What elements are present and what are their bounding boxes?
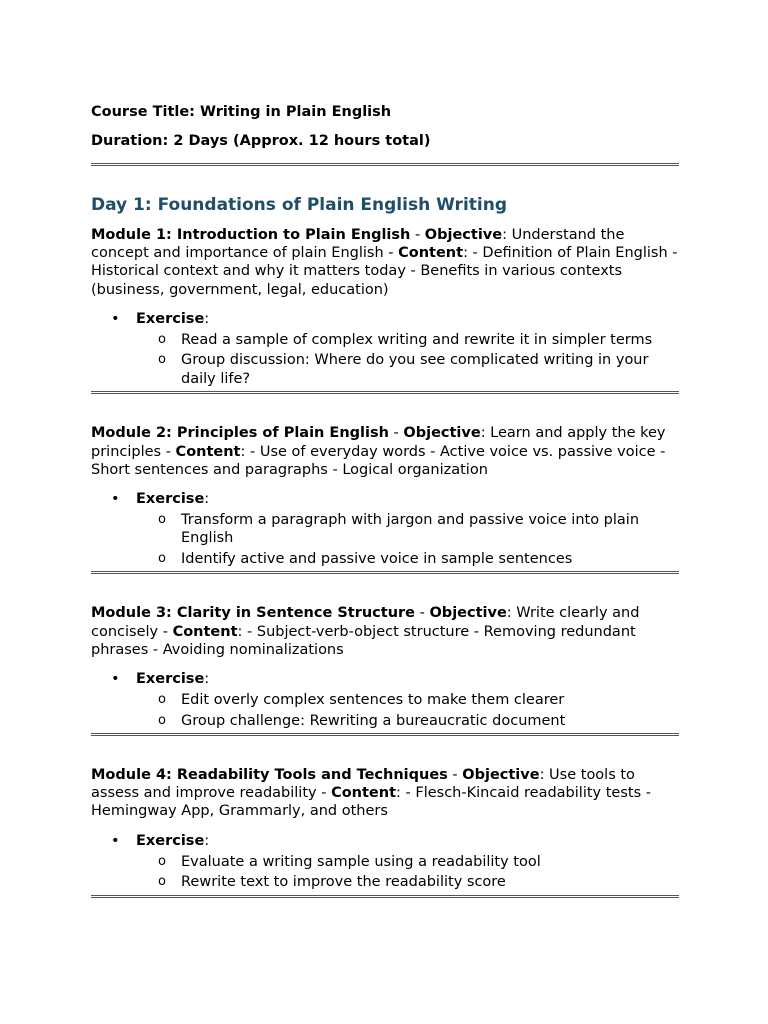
exercise-item: • Exercise: o Transform a paragraph with jargon and passive voice into plain English o Identify active and passive voice in sample sentences: [91, 490, 679, 569]
module-3-title: Module 3: Clarity in Sentence Structure: [91, 605, 416, 622]
exercise-item: • Exercise: o Edit overly complex sentences to make them clearer o Group challenge: Rewriting a bureaucratic document: [91, 670, 679, 730]
objective-text: : Write clearly and concisely -: [91, 605, 640, 640]
objective-label: Objective: [462, 767, 540, 784]
exercise-item: • Exercise: o Read a sample of complex writing and rewrite it in simpler terms o Group discussion: Where do you see complicated writing in your daily life?: [91, 310, 679, 389]
bullet-icon: •: [111, 310, 120, 327]
objective-text: : Use tools to assess and improve readability -: [91, 767, 635, 802]
day-1-heading: Day 1: Foundations of Plain English Writing: [91, 195, 507, 215]
sub-bullet-icon: o: [158, 511, 166, 527]
module-2-title: Module 2: Principles of Plain English: [91, 425, 389, 442]
sub-bullet-icon: o: [158, 352, 166, 368]
horizontal-rule: [91, 895, 679, 898]
content-text: : - Flesch-Kincaid readability tests - Hemingway App, Grammarly, and others: [91, 785, 651, 820]
module-3-description: Module 3: Clarity in Sentence Structure - Objective: Write clearly and concisely - Content: - Subject-verb-object structure - Removing redundant phrases - Avoiding nominalizations: [91, 605, 640, 658]
sub-bullet-icon: o: [158, 712, 166, 728]
list-item: o Read a sample of complex writing and rewrite it in simpler terms: [158, 331, 653, 348]
content-label: Content: [398, 245, 464, 262]
sub-bullet-icon: o: [158, 692, 166, 708]
sub-bullet-icon: o: [158, 853, 166, 869]
content-label: Content: [331, 785, 397, 802]
list-item: o Edit overly complex sentences to make them clearer: [158, 692, 565, 709]
list-item: o Group discussion: Where do you see complicated writing in your daily life?: [158, 352, 649, 387]
objective-text: : Understand the concept and importance of plain English -: [91, 227, 625, 262]
content-text: : - Subject-verb-object structure - Removing redundant phrases - Avoiding nominalizations: [91, 623, 636, 658]
course-duration: Duration: 2 Days (Approx. 12 hours total): [91, 133, 431, 149]
exercise-list: [91, 832, 679, 892]
module-4-description: Module 4: Readability Tools and Techniques - Objective: Use tools to assess and improve readability - Content: - Flesch-Kincaid readability tests - Hemingway App, Grammarly, and others: [91, 767, 651, 820]
exercise-sub-list: [136, 511, 679, 569]
content-text: : - Definition of Plain English - Historical context and why it matters today - Benefits in various contexts (business, government, legal, education): [91, 245, 678, 298]
list-item: o Rewrite text to improve the readability score: [158, 874, 506, 891]
module-1-description: Module 1: Introduction to Plain English - Objective: Understand the concept and importance of plain English - Content: - Definition of Plain English - Historical context and why it matters today - Benefits in various contexts (business, government, legal, education): [91, 227, 678, 298]
document-page: [91, 103, 679, 898]
module-2-description: Module 2: Principles of Plain English - Objective: Learn and apply the key principles - Content: - Use of everyday words - Active voice vs. passive voice - Short sentences and paragraphs - Logical organization: [91, 425, 666, 478]
module-1: [91, 226, 679, 394]
exercise-label: Exercise: [136, 671, 205, 688]
list-item: o Transform a paragraph with jargon and passive voice into plain English: [158, 511, 640, 547]
exercise-list: [91, 670, 679, 730]
exercise-list: [91, 490, 679, 569]
content-text: : - Use of everyday words - Active voice vs. passive voice - Short sentences and paragraphs - Logical organization: [91, 443, 666, 478]
sub-bullet-icon: o: [158, 874, 166, 890]
module-2: [91, 424, 679, 574]
module-1-title: Module 1: Introduction to Plain English: [91, 227, 411, 243]
exercise-label: Exercise: [136, 832, 205, 849]
exercise-sub-list: [136, 691, 679, 730]
bullet-icon: •: [111, 490, 120, 507]
list-item: o Evaluate a writing sample using a readability tool: [158, 853, 541, 870]
exercise-item: • Exercise: o Evaluate a writing sample using a readability tool o Rewrite text to improve the readability score: [91, 832, 679, 892]
bullet-icon: •: [111, 832, 120, 849]
list-item: o Identify active and passive voice in sample sentences: [158, 550, 573, 567]
objective-label: Objective: [403, 425, 481, 442]
content-label: Content: [175, 443, 241, 460]
content-label: Content: [172, 623, 238, 640]
exercise-sub-list: [136, 853, 679, 892]
exercise-label: Exercise: [136, 490, 205, 507]
list-item: o Group challenge: Rewriting a bureaucratic document: [158, 712, 566, 729]
exercise-label: Exercise: [136, 310, 205, 327]
bullet-icon: •: [111, 671, 120, 688]
objective-text: : Learn and apply the key principles -: [91, 425, 666, 460]
sub-bullet-icon: o: [158, 550, 166, 566]
course-title: Course Title: Writing in Plain English: [91, 104, 392, 120]
objective-label: Objective: [429, 605, 507, 622]
exercise-list: [91, 310, 679, 389]
sub-bullet-icon: o: [158, 331, 166, 347]
objective-label: Objective: [424, 227, 503, 243]
module-4: [91, 766, 679, 898]
module-3: [91, 604, 679, 736]
exercise-sub-list: [136, 331, 679, 389]
horizontal-rule: [91, 163, 679, 166]
module-4-title: Module 4: Readability Tools and Techniques: [91, 767, 448, 784]
